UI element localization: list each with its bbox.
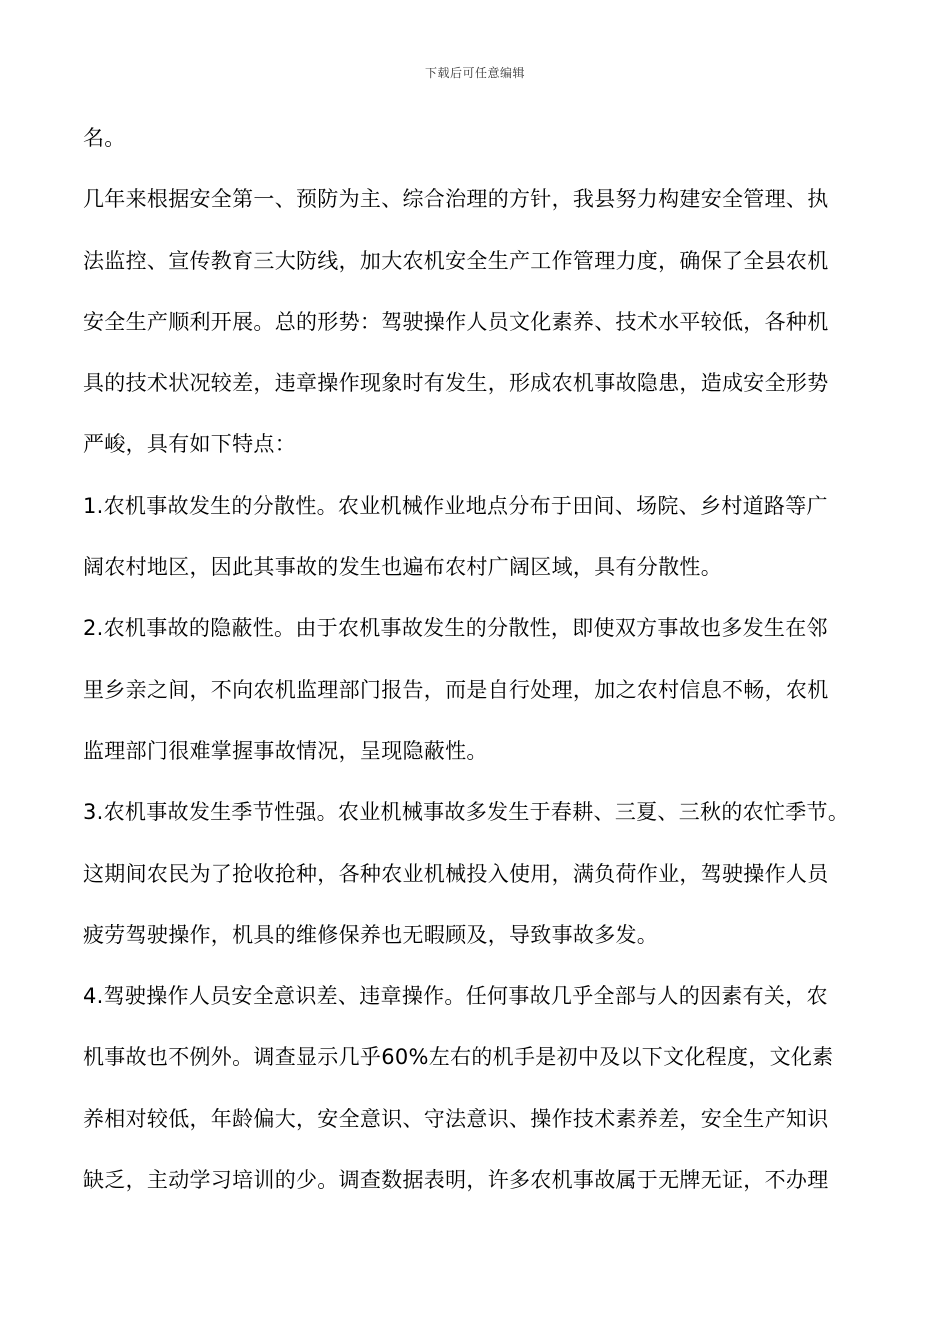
text-line: 3.农机事故发生季节性强。农业机械事故多发生于春耕、三夏、三秋的农忙季节。 (83, 800, 850, 825)
text-line: 机事故也不例外。调查显示几乎60%左右的机手是初中及以下文化程度，文化素 (83, 1045, 834, 1070)
text-line: 1.农机事故发生的分散性。农业机械作业地点分布于田间、场院、乡村道路等广 (83, 493, 828, 518)
text-line: 监理部门很难掌握事故情况，呈现隐蔽性。 (83, 738, 488, 763)
text-line: 安全生产顺利开展。总的形势：驾驶操作人员文化素养、技术水平较低，各种机 (83, 309, 829, 334)
text-line: 这期间农民为了抢收抢种，各种农业机械投入使用，满负荷作业，驾驶操作人员 (83, 861, 829, 886)
text-line: 法监控、宣传教育三大防线，加大农机安全生产工作管理力度，确保了全县农机 (83, 248, 829, 273)
text-line: 养相对较低，年龄偏大，安全意识、守法意识、操作技术素养差，安全生产知识 (83, 1106, 829, 1131)
text-line: 具的技术状况较差，违章操作现象时有发生，形成农机事故隐患，造成安全形势 (83, 371, 829, 396)
text-line: 里乡亲之间，不向农机监理部门报告，而是自行处理，加之农村信息不畅，农机 (83, 677, 829, 702)
text-line: 严峻，具有如下特点： (83, 432, 296, 457)
text-line: 疲劳驾驶操作，机具的维修保养也无暇顾及，导致事故多发。 (83, 922, 659, 947)
text-line: 4.驾驶操作人员安全意识差、违章操作。任何事故几乎全部与人的因素有关，农 (83, 984, 828, 1009)
page-header: 下载后可任意编辑 (424, 66, 525, 80)
text-line: 2.农机事故的隐蔽性。由于农机事故发生的分散性，即使双方事故也多发生在邻 (83, 616, 828, 641)
text-line: 几年来根据安全第一、预防为主、综合治理的方针，我县努力构建安全管理、执 (83, 187, 829, 212)
text-line: 名。 (83, 126, 126, 150)
text-line: 缺乏，主动学习培训的少。调查数据表明，许多农机事故属于无牌无证，不办理 (83, 1168, 829, 1193)
document-body (83, 108, 883, 1211)
text-line: 阔农村地区，因此其事故的发生也遍布农村广阔区域，具有分散性。 (83, 555, 722, 580)
